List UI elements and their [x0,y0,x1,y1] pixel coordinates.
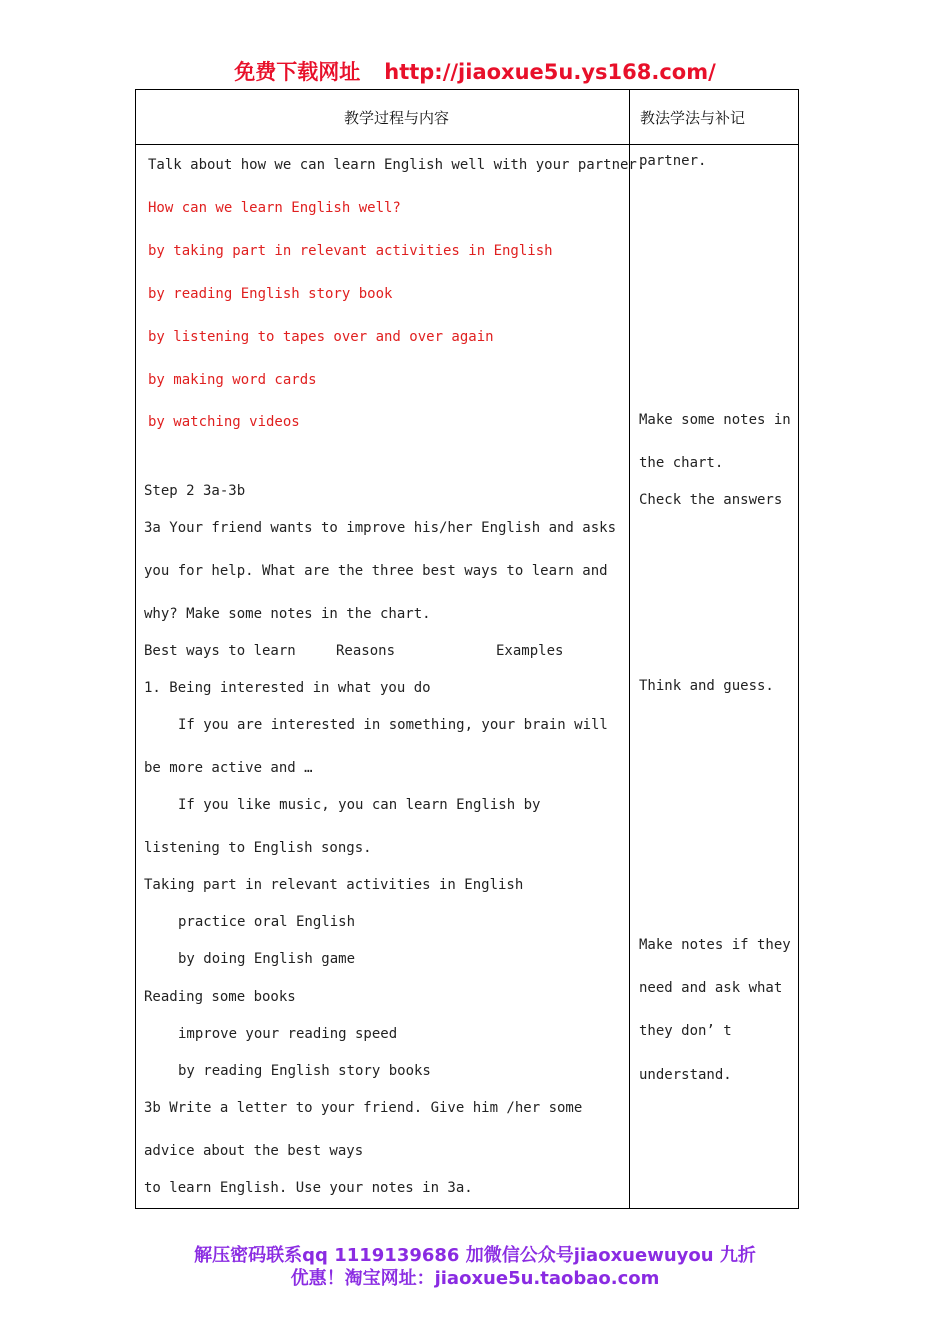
note-text: understand. [639,1067,732,1083]
answer-item: by reading English story book [148,286,393,302]
question-text: How can we learn English well? [148,200,401,216]
chart-header-ways: Best ways to learn [144,643,296,659]
col2-header: 教法学法与补记 [640,109,746,127]
task3a-line: 3a Your friend wants to improve his/her English and asks [144,520,617,536]
example-text: listening to English songs. [144,840,372,856]
task3b-line: advice about the best ways [144,1143,364,1159]
example-text: If you like music, you can learn English by [178,797,541,813]
answer-item: by taking part in relevant activities in English [148,243,553,259]
footer-line: 优惠！淘宝网址：jiaoxue5u.taobao.com [290,1268,660,1289]
step-heading: Step 2 3a-3b [144,483,246,499]
note-text: Make notes if they [639,937,791,953]
answer-item: by watching videos [148,414,300,430]
reason-text: be more active and … [144,760,313,776]
way-item: Reading some books [144,989,296,1005]
example-text: by reading English story books [178,1063,431,1079]
note-text: Make some notes in [639,412,791,428]
task3a-line: why? Make some notes in the chart. [144,606,431,622]
answer-item: by making word cards [148,372,317,388]
task3b-line: 3b Write a letter to your friend. Give him /her some [144,1100,583,1116]
chart-header-examples: Examples [496,643,564,659]
download-header [0,56,950,86]
note-text: Think and guess. [639,678,774,694]
footer-line: 解压密码联系qq 1119139686 加微信公众号jiaoxuewuyou 九折 [194,1245,756,1266]
chart-header-reasons: Reasons [336,643,396,659]
way-item: Taking part in relevant activities in English [144,877,524,893]
lesson-table [135,89,799,1209]
reason-text: improve your reading speed [178,1026,398,1042]
note-text: partner. [639,153,707,169]
column-divider [629,90,630,1208]
note-text: need and ask what [639,980,783,996]
intro-text: Talk about how we can learn English well with your partner. [148,157,646,173]
task3a-line: you for help. What are the three best ways to learn and [144,563,608,579]
task3b-line: to learn English. Use your notes in 3a. [144,1180,473,1196]
example-text: by doing English game [178,951,356,967]
download-label: 免费下载网址 [234,60,361,84]
reason-text: If you are interested in something, your brain will [178,717,608,733]
way-item: 1. Being interested in what you do [144,680,431,696]
note-text: the chart. [639,455,724,471]
header-divider [136,144,798,145]
note-text: Check the answers [639,492,783,508]
reason-text: practice oral English [178,914,356,930]
col1-header: 教学过程与内容 [344,109,450,127]
download-url-link[interactable]: http://jiaoxue5u.ys168.com/ [384,60,716,84]
note-text: they don’ t [639,1023,732,1039]
answer-item: by listening to tapes over and over again [148,329,494,345]
